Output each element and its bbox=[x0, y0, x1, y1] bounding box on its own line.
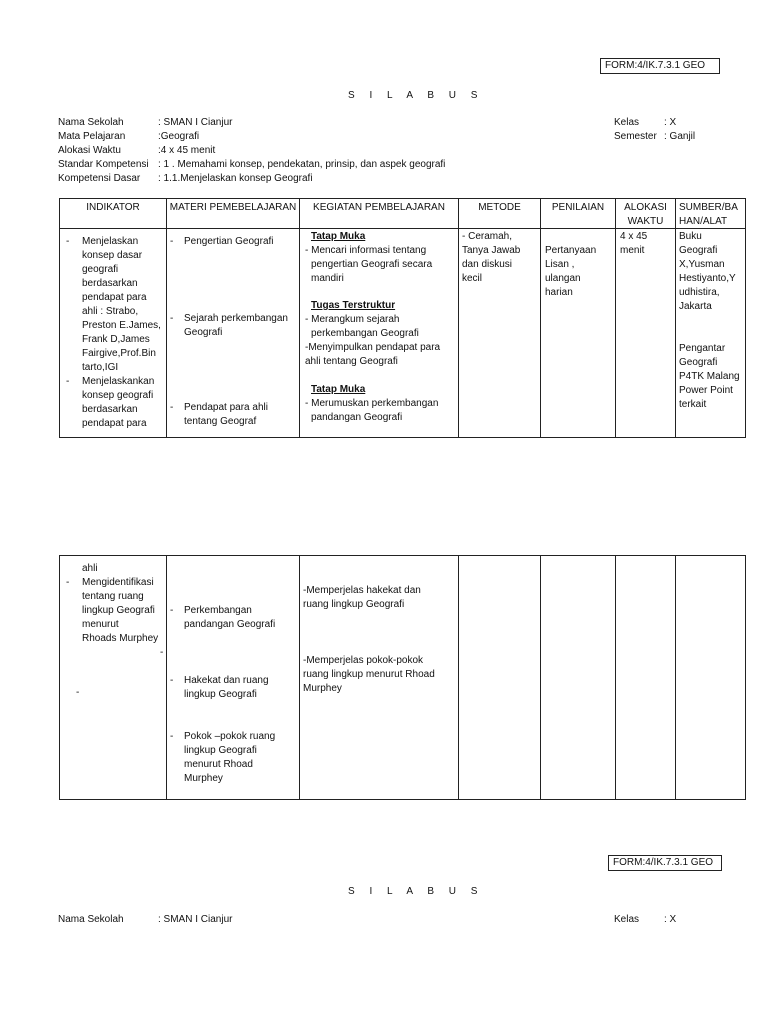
sumber-line: X,Yusman bbox=[679, 259, 725, 270]
header-kegiatan bbox=[300, 199, 459, 229]
penilaian-line: harian bbox=[545, 287, 573, 298]
indikator-line: lingkup Geografi bbox=[82, 605, 155, 616]
kegiatan-line: -Memperjelas pokok-pokok bbox=[303, 655, 424, 666]
info-label-semester: Semester bbox=[614, 131, 657, 142]
indikator-bullet: - bbox=[66, 577, 70, 588]
indikator-line: ahli : Strabo, bbox=[82, 306, 139, 317]
header-metode bbox=[459, 199, 541, 229]
indikator-line: pendapat para bbox=[82, 418, 147, 429]
materi-line: lingkup Geografi bbox=[184, 689, 257, 700]
header-alokasi-text: ALOKASI bbox=[624, 202, 667, 213]
kegiatan-line: -Memperjelas hakekat dan bbox=[303, 585, 421, 596]
header-materi bbox=[167, 199, 300, 229]
sumber-line: P4TK Malang bbox=[679, 371, 740, 382]
metode-line: Tanya Jawab bbox=[462, 245, 521, 256]
indikator-line: geografi bbox=[82, 264, 119, 275]
info-label-kelas: Kelas bbox=[614, 117, 640, 128]
indikator-line: ahli bbox=[82, 563, 98, 574]
info-value-semester: : Ganjil bbox=[664, 131, 696, 142]
cell-alokasi-p2 bbox=[616, 556, 676, 800]
materi-line: Sejarah perkembangan bbox=[184, 313, 288, 324]
cell-penilaian-p2 bbox=[541, 556, 616, 800]
metode-line: kecil bbox=[462, 273, 483, 284]
info-label-standar-kompetensi: Standar Kompetensi bbox=[58, 159, 149, 170]
materi-bullet: - bbox=[170, 731, 174, 742]
header-kegiatan-text: KEGIATAN PEMBELAJARAN bbox=[313, 202, 445, 213]
sumber-line: Geografi bbox=[679, 357, 718, 368]
penilaian-line: Pertanyaan bbox=[545, 245, 597, 256]
sumber-line: udhistira, bbox=[679, 287, 720, 298]
info-value-standar-kompetensi: : 1 . Memahami konsep, pendekatan, prinsip, dan aspek geografi bbox=[158, 159, 446, 170]
header-metode-text: METODE bbox=[478, 202, 521, 213]
header-bahan-text: HAN/ALAT bbox=[679, 215, 728, 227]
header-indikator bbox=[60, 199, 167, 229]
materi-bullet: - bbox=[170, 236, 174, 247]
cell-metode bbox=[459, 229, 541, 438]
sumber-line: Pengantar bbox=[679, 343, 726, 354]
kegiatan-line: Murphey bbox=[303, 683, 342, 694]
materi-line: Pokok –pokok ruang bbox=[184, 731, 276, 742]
kegiatan-line: pandangan Geografi bbox=[311, 412, 403, 423]
penilaian-line: ulangan bbox=[545, 273, 581, 284]
form-code-p3: FORM:4/IK.7.3.1 GEO bbox=[613, 857, 714, 868]
kegiatan-line: -Menyimpulkan pendapat para bbox=[305, 342, 441, 353]
indikator-line: konsep geografi bbox=[82, 390, 154, 401]
kegiatan-line: - Merumuskan perkembangan bbox=[305, 398, 439, 409]
indikator-line: tentang ruang bbox=[82, 591, 144, 602]
cell-materi bbox=[167, 229, 300, 438]
silabus-table-page2 bbox=[59, 555, 746, 800]
info-value-kelas: : X bbox=[664, 117, 677, 128]
alokasi-line: 4 x 45 bbox=[620, 231, 648, 242]
info-label-nama-sekolah-p3: Nama Sekolah bbox=[58, 914, 124, 925]
materi-line: pandangan Geografi bbox=[184, 619, 276, 630]
indikator-line: tarto,IGI bbox=[82, 362, 119, 373]
indikator-line: Menjelaskankan bbox=[82, 376, 155, 387]
kegiatan-line: ahli tentang Geografi bbox=[305, 356, 398, 367]
header-alokasi bbox=[616, 199, 676, 229]
header-penilaian bbox=[541, 199, 616, 229]
indikator-line: berdasarkan bbox=[82, 404, 138, 415]
info-label-kelas-p3: Kelas bbox=[614, 914, 640, 925]
materi-line: tentang Geograf bbox=[184, 416, 257, 427]
indikator-line: berdasarkan bbox=[82, 278, 138, 289]
materi-bullet: - bbox=[170, 675, 174, 686]
info-value-mata-pelajaran: :Geografi bbox=[158, 131, 200, 142]
info-value-kelas-p3: : X bbox=[664, 914, 677, 925]
kegiatan-line: ruang lingkup menurut Rhoad bbox=[303, 669, 435, 680]
materi-bullet: - bbox=[170, 605, 174, 616]
indikator-line: Frank D,James bbox=[82, 334, 150, 345]
indikator-line: Fairgive,Prof.Bin bbox=[82, 348, 156, 359]
materi-bullet: - bbox=[170, 313, 174, 324]
cell-indikator-p2 bbox=[60, 556, 167, 800]
kegiatan-line: ruang lingkup Geografi bbox=[303, 599, 405, 610]
indikator-bullet: - bbox=[160, 647, 164, 658]
indikator-line: Menjelaskan bbox=[82, 236, 139, 247]
header-indikator-text: INDIKATOR bbox=[86, 202, 140, 213]
materi-line: Hakekat dan ruang bbox=[184, 675, 269, 686]
sumber-line: Geografi bbox=[679, 245, 718, 256]
info-value-alokasi-waktu: :4 x 45 menit bbox=[158, 145, 216, 156]
indikator-line: Preston E.James, bbox=[82, 320, 161, 331]
form-code: FORM:4/IK.7.3.1 GEO bbox=[605, 60, 706, 71]
header-waktu-text: WAKTU bbox=[627, 215, 664, 227]
cell-sumber-p2 bbox=[676, 556, 746, 800]
header-penilaian-text: PENILAIAN bbox=[551, 202, 605, 213]
materi-line: lingkup Geografi bbox=[184, 745, 257, 756]
form-code-box bbox=[600, 58, 720, 74]
sumber-line: Hestiyanto,Y bbox=[679, 273, 736, 284]
indikator-line: pendapat para bbox=[82, 292, 147, 303]
cell-kegiatan-p2 bbox=[300, 556, 459, 800]
materi-line: Perkembangan bbox=[184, 605, 252, 616]
sumber-line: Power Point bbox=[679, 385, 733, 396]
penilaian-line: Lisan , bbox=[545, 259, 575, 270]
cell-indikator bbox=[60, 229, 167, 438]
indikator-line: Rhoads Murphey bbox=[82, 633, 159, 644]
indikator-bullet: - bbox=[66, 236, 70, 247]
cell-alokasi bbox=[616, 229, 676, 438]
cell-kegiatan bbox=[300, 229, 459, 438]
kegiatan-line: mandiri bbox=[311, 273, 344, 284]
sumber-line: Jakarta bbox=[679, 301, 712, 312]
cell-materi-p2 bbox=[167, 556, 300, 800]
metode-line: - Ceramah, bbox=[462, 231, 513, 242]
sumber-line: terkait bbox=[679, 399, 707, 410]
header-sumber bbox=[676, 199, 746, 229]
info-value-nama-sekolah: : SMAN I Cianjur bbox=[158, 117, 233, 128]
document-title-p3: S I L A B U S bbox=[348, 886, 484, 897]
info-value-nama-sekolah-p3: : SMAN I Cianjur bbox=[158, 914, 233, 925]
cell-metode-p2 bbox=[459, 556, 541, 800]
indikator-line: Mengidentifikasi bbox=[82, 577, 154, 588]
alokasi-line: menit bbox=[620, 245, 645, 256]
info-label-mata-pelajaran: Mata Pelajaran bbox=[58, 131, 126, 142]
info-value-kompetensi-dasar: : 1.1.Menjelaskan konsep Geografi bbox=[158, 173, 313, 184]
materi-line: Pengertian Geografi bbox=[184, 236, 274, 247]
materi-line: menurut Rhoad bbox=[184, 759, 253, 770]
kegiatan-line: - Mencari informasi tentang bbox=[305, 245, 427, 256]
metode-line: dan diskusi bbox=[462, 259, 513, 270]
header-sumber-text: SUMBER/BA bbox=[679, 202, 738, 213]
document-title: S I L A B U S bbox=[348, 90, 484, 101]
kegiatan-line: perkembangan Geografi bbox=[311, 328, 419, 339]
kegiatan-heading: Tugas Terstruktur bbox=[311, 300, 396, 311]
materi-line: Geografi bbox=[184, 327, 223, 338]
indikator-line: konsep dasar bbox=[82, 250, 143, 261]
info-label-nama-sekolah: Nama Sekolah bbox=[58, 117, 124, 128]
materi-bullet: - bbox=[170, 402, 174, 413]
kegiatan-heading: Tatap Muka bbox=[311, 231, 366, 242]
info-label-kompetensi-dasar: Kompetensi Dasar bbox=[58, 173, 141, 184]
indikator-line: menurut bbox=[82, 619, 119, 630]
indikator-bullet: - bbox=[66, 376, 70, 387]
form-code-box-p3 bbox=[608, 855, 722, 871]
materi-line: Pendapat para ahli bbox=[184, 402, 268, 413]
cell-sumber bbox=[676, 229, 746, 438]
cell-penilaian bbox=[541, 229, 616, 438]
kegiatan-heading: Tatap Muka bbox=[311, 384, 366, 395]
materi-line: Murphey bbox=[184, 773, 223, 784]
indikator-bullet: - bbox=[76, 687, 80, 698]
header-materi-text: MATERI PEMEBELAJARAN bbox=[169, 202, 297, 213]
sumber-line: Buku bbox=[679, 231, 702, 242]
info-label-alokasi-waktu: Alokasi Waktu bbox=[58, 145, 121, 156]
kegiatan-line: pengertian Geografi secara bbox=[311, 259, 433, 270]
silabus-table-page1 bbox=[59, 198, 746, 438]
kegiatan-line: - Merangkum sejarah bbox=[305, 314, 400, 325]
